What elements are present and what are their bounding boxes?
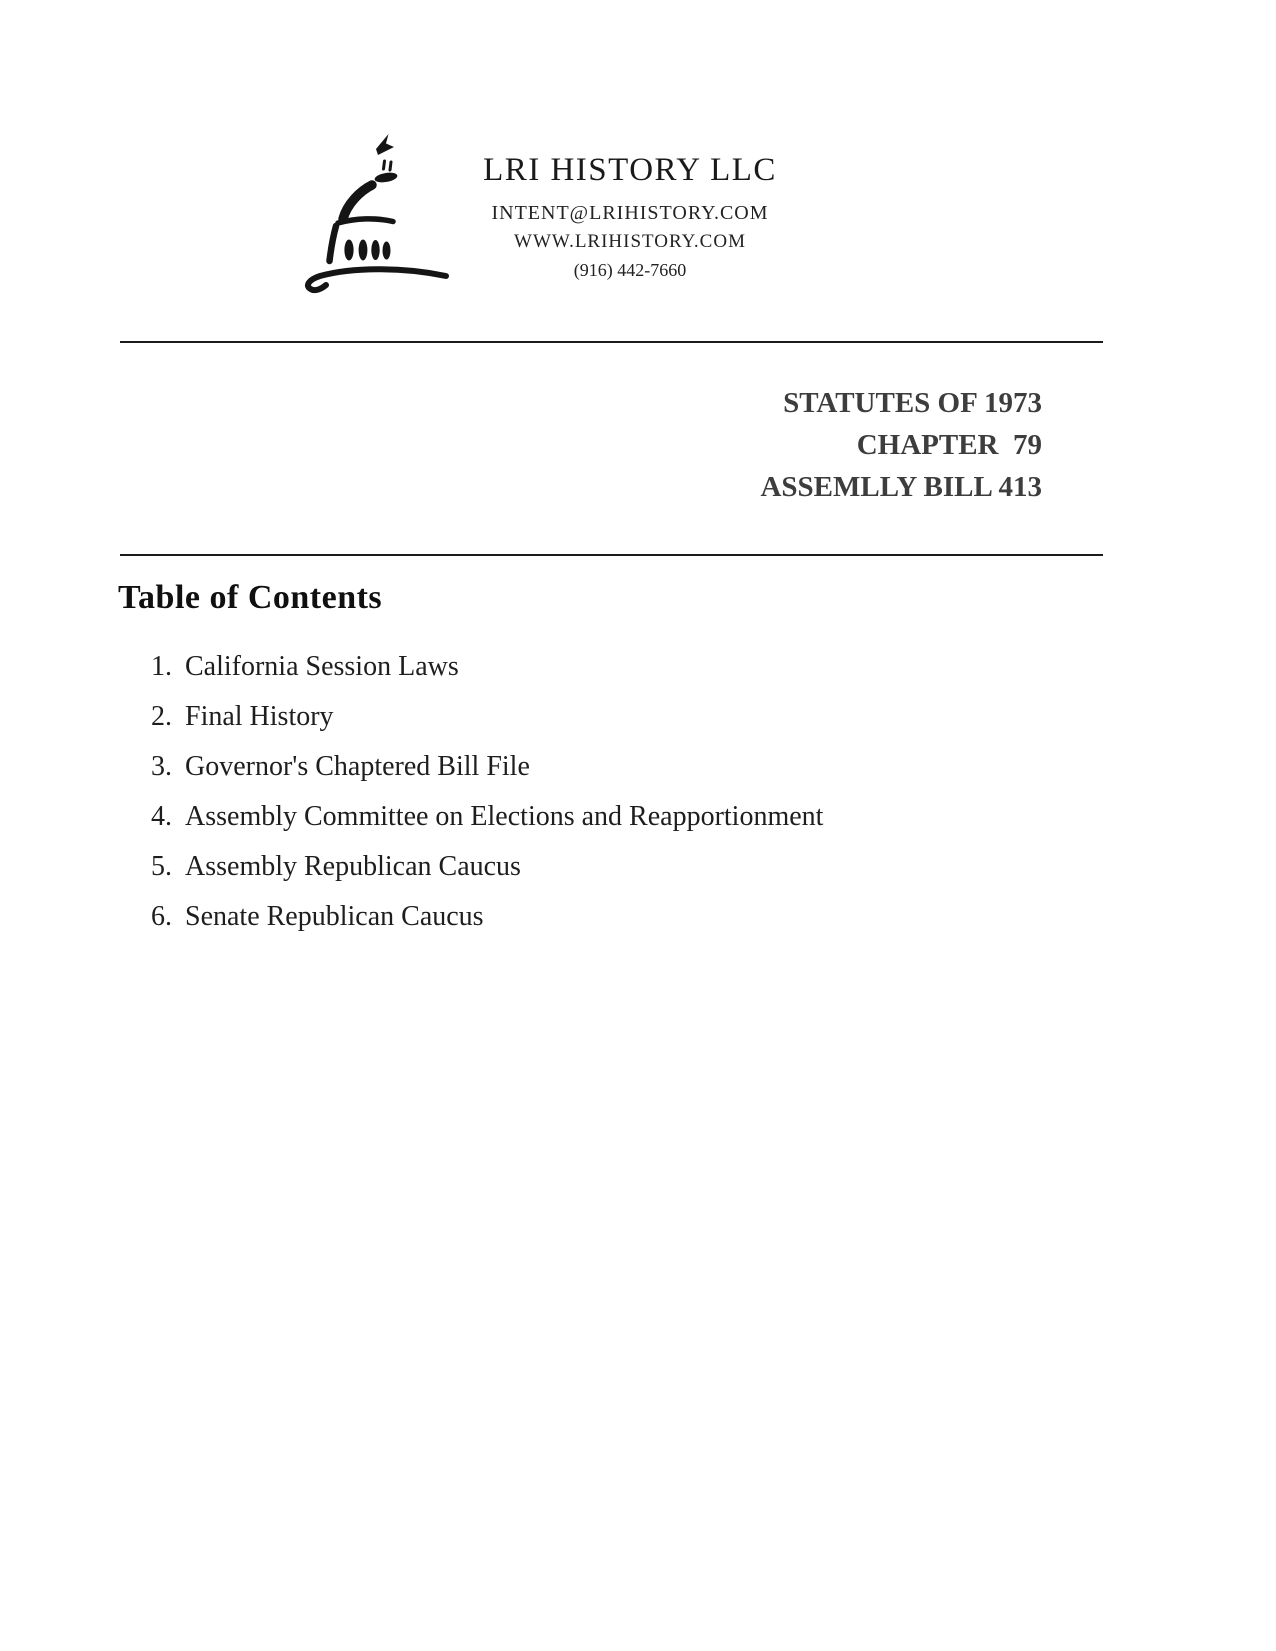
toc-item-number: 1. [151,651,172,682]
horizontal-rule-bottom [120,554,1103,556]
capitol-dome-icon [296,124,456,300]
toc-item-number: 6. [151,901,172,932]
contact-email: INTENT@LRIHISTORY.COM [491,202,769,224]
toc-item-label: Senate Republican Caucus [185,901,484,932]
toc-item-number: 5. [151,851,172,882]
toc-item-number: 3. [151,751,172,782]
toc-item-number: 2. [151,701,172,732]
toc-item [151,650,823,683]
toc-item-label: Final History [185,701,334,732]
title-bill: ASSEMLLY BILL 413 [760,471,1042,503]
contact-phone: (916) 442-7660 [573,260,687,280]
toc-item [151,750,823,783]
letterhead [440,150,820,281]
toc-item [151,850,823,883]
company-name: LRI HISTORY LLC [483,152,777,188]
toc-item-number: 4. [151,801,172,832]
title-chapter: CHAPTER 79 [856,429,1042,461]
horizontal-rule-top [120,341,1103,343]
contact-website: WWW.LRIHISTORY.COM [514,231,746,252]
toc-item-label: California Session Laws [185,651,459,682]
document-title-block [120,382,1042,508]
toc-item [151,800,823,833]
toc-item-label: Assembly Republican Caucus [185,851,521,882]
toc-item-label: Governor's Chaptered Bill File [185,751,530,782]
toc-item [151,900,823,933]
toc-list [151,650,823,950]
title-statutes: STATUTES OF 1973 [783,387,1042,419]
toc-item [151,700,823,733]
toc-heading: Table of Contents [118,579,383,616]
toc-item-label: Assembly Committee on Elections and Reapportionment [185,801,824,832]
